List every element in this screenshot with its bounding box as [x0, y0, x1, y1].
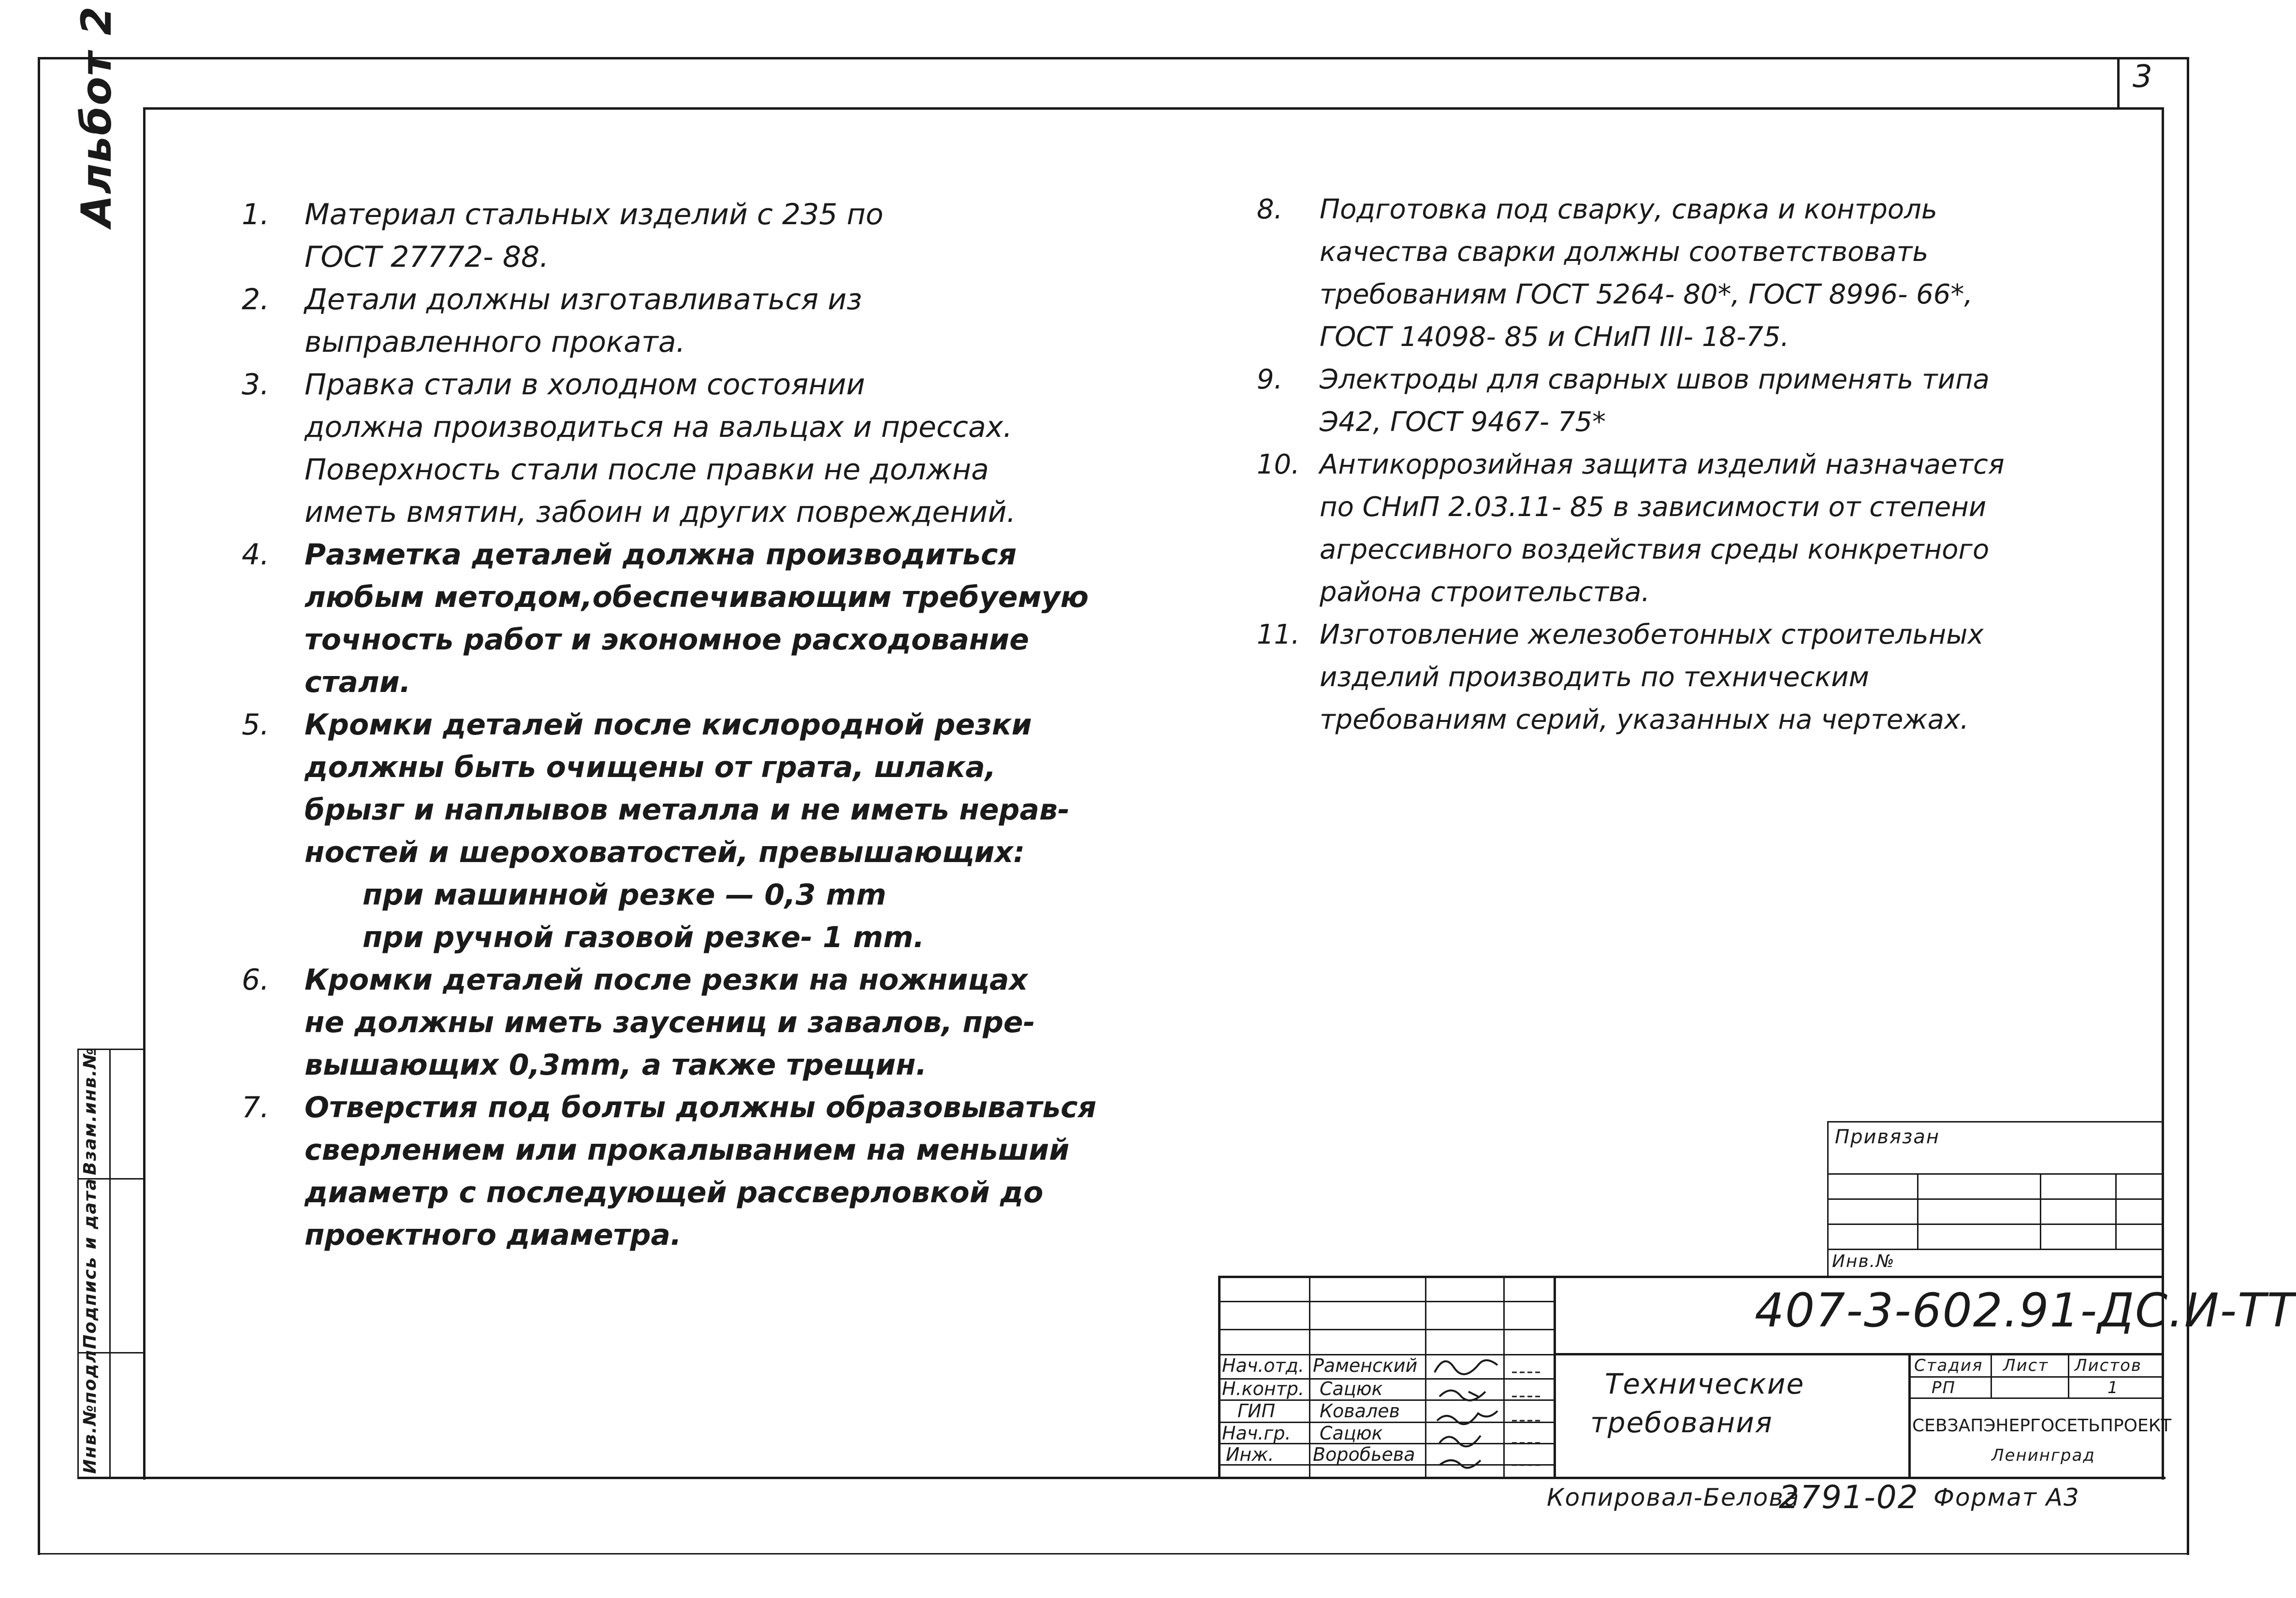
outer-frame-left — [38, 57, 40, 1555]
privyazan-block — [1827, 1121, 2162, 1276]
format-label: Формат А3 — [1933, 1483, 2080, 1512]
margin-vzam-inv: Взам.инв.№ — [80, 1047, 100, 1175]
title-block — [1218, 1276, 2296, 1479]
requirement-item: 7. Отверстия под болты должны образовываться сверлением или прокалыванием на меньший диаметр с последующей рассверловкой до проектного диаметра. — [242, 1091, 1097, 1252]
sheet-number: 3 — [2133, 59, 2153, 95]
margin-inv-podl: Инв.№подл — [80, 1349, 100, 1474]
copied-by: Копировал-Белова — [1547, 1483, 1800, 1512]
margin-podpis-data: Подпись и дата — [80, 1178, 100, 1349]
requirement-item: 9. Электроды для сварных швов применять типа Э42, ГОСТ 9467- 75* — [1257, 364, 1990, 438]
inner-frame-left — [143, 107, 145, 1480]
signatures — [1425, 1329, 1554, 1479]
sheets-value: 1 — [2107, 1378, 2119, 1397]
role-gip: ГИП — [1237, 1400, 1276, 1422]
requirement-item: 4. Разметка деталей должна производиться любым методом,обеспечивающим требуемую точность работ и экономное расходование стали. — [242, 538, 1089, 699]
sheet-number-box-left — [2117, 57, 2120, 107]
name-satsyuk-1: Сацюк — [1320, 1378, 1383, 1399]
doc-title-line2: требования — [1590, 1406, 1773, 1439]
role-nach-gr: Нач.гр. — [1222, 1423, 1291, 1444]
margin-stamp — [77, 1049, 143, 1479]
stage-value: РП — [1932, 1378, 1956, 1397]
requirement-item: 2. Детали должны изготавливаться из выправленного проката. — [242, 283, 862, 359]
privyazan-label: Привязан — [1835, 1126, 1940, 1148]
role-nach-otd: Нач.отд. — [1222, 1355, 1305, 1376]
requirement-item: 10. Антикоррозийная защита изделий назначается по СНиП 2.03.11- 85 в зависимости от степени агрессивного воздействия среды конкретного района строительства. — [1257, 449, 2005, 608]
name-kovalev: Ковалев — [1320, 1400, 1400, 1422]
requirement-item: 11. Изготовление железобетонных строительных изделий производить по техническим требованиям серий, указанных на чертежах. — [1257, 619, 1984, 735]
document-code: 407-3-602.91-ДС.И-ТТ — [1755, 1283, 2296, 1338]
inner-frame-top — [145, 107, 2164, 110]
requirements-right — [1257, 188, 2005, 741]
doc-title-line1: Технические — [1605, 1368, 1805, 1400]
role-n-kontr: Н.контр. — [1222, 1378, 1305, 1399]
outer-frame-bottom — [38, 1553, 2189, 1555]
album-label: Альбот 2 — [73, 5, 121, 227]
sheet-header: Лист — [2003, 1356, 2049, 1375]
requirement-item: 8. Подготовка под сварку, сварка и контроль качества сварки должны соответствовать требованиям ГОСТ 5264- 80*, ГОСТ 8996- 66*, ГОСТ 14098- 85 и СНиП III- 18-75. — [1257, 194, 1973, 353]
name-satsyuk-2: Сацюк — [1320, 1423, 1383, 1444]
requirement-item: 6. Кромки деталей после резки на ножницах не должны иметь заусениц и завалов, пре- вышающих 0,3mm, а также трещин. — [242, 963, 1035, 1082]
stage-header: Стадия — [1914, 1356, 1983, 1375]
sheets-header: Листов — [2075, 1356, 2142, 1375]
role-inzh: Инж. — [1226, 1444, 1274, 1465]
outer-frame-top — [38, 57, 2189, 59]
requirement-item: 3. Правка стали в холодном состоянии должна производиться на вальцах и прессах. Поверхность стали после правки не должна иметь вмятин, забоин и других повреждений. — [242, 368, 1016, 529]
requirement-item: 1. Материал стальных изделий с 235 по ГОСТ 27772- 88. — [242, 198, 884, 274]
inv-no-label: Инв.№ — [1832, 1252, 1895, 1271]
requirements-left — [242, 193, 1096, 1256]
name-vorobyeva: Воробьева — [1313, 1444, 1415, 1465]
inner-frame-right — [2162, 107, 2164, 1480]
organization: СЕВЗАПЭНЕРГОСЕТЬПРОЕКТ — [1912, 1416, 2172, 1436]
requirement-item: 5. Кромки деталей после кислородной резки должны быть очищены от грата, шлака, брызг и наплывов металла и не иметь нерав- ностей и шероховатостей, превышающих: при машинной резке — 0,3 mm при ручной газовой резке- 1 mm. — [242, 708, 1070, 954]
order-number: 2791-02 — [1779, 1479, 1919, 1516]
city: Ленинград — [1991, 1446, 2095, 1465]
name-ramensky: Раменский — [1313, 1355, 1418, 1376]
